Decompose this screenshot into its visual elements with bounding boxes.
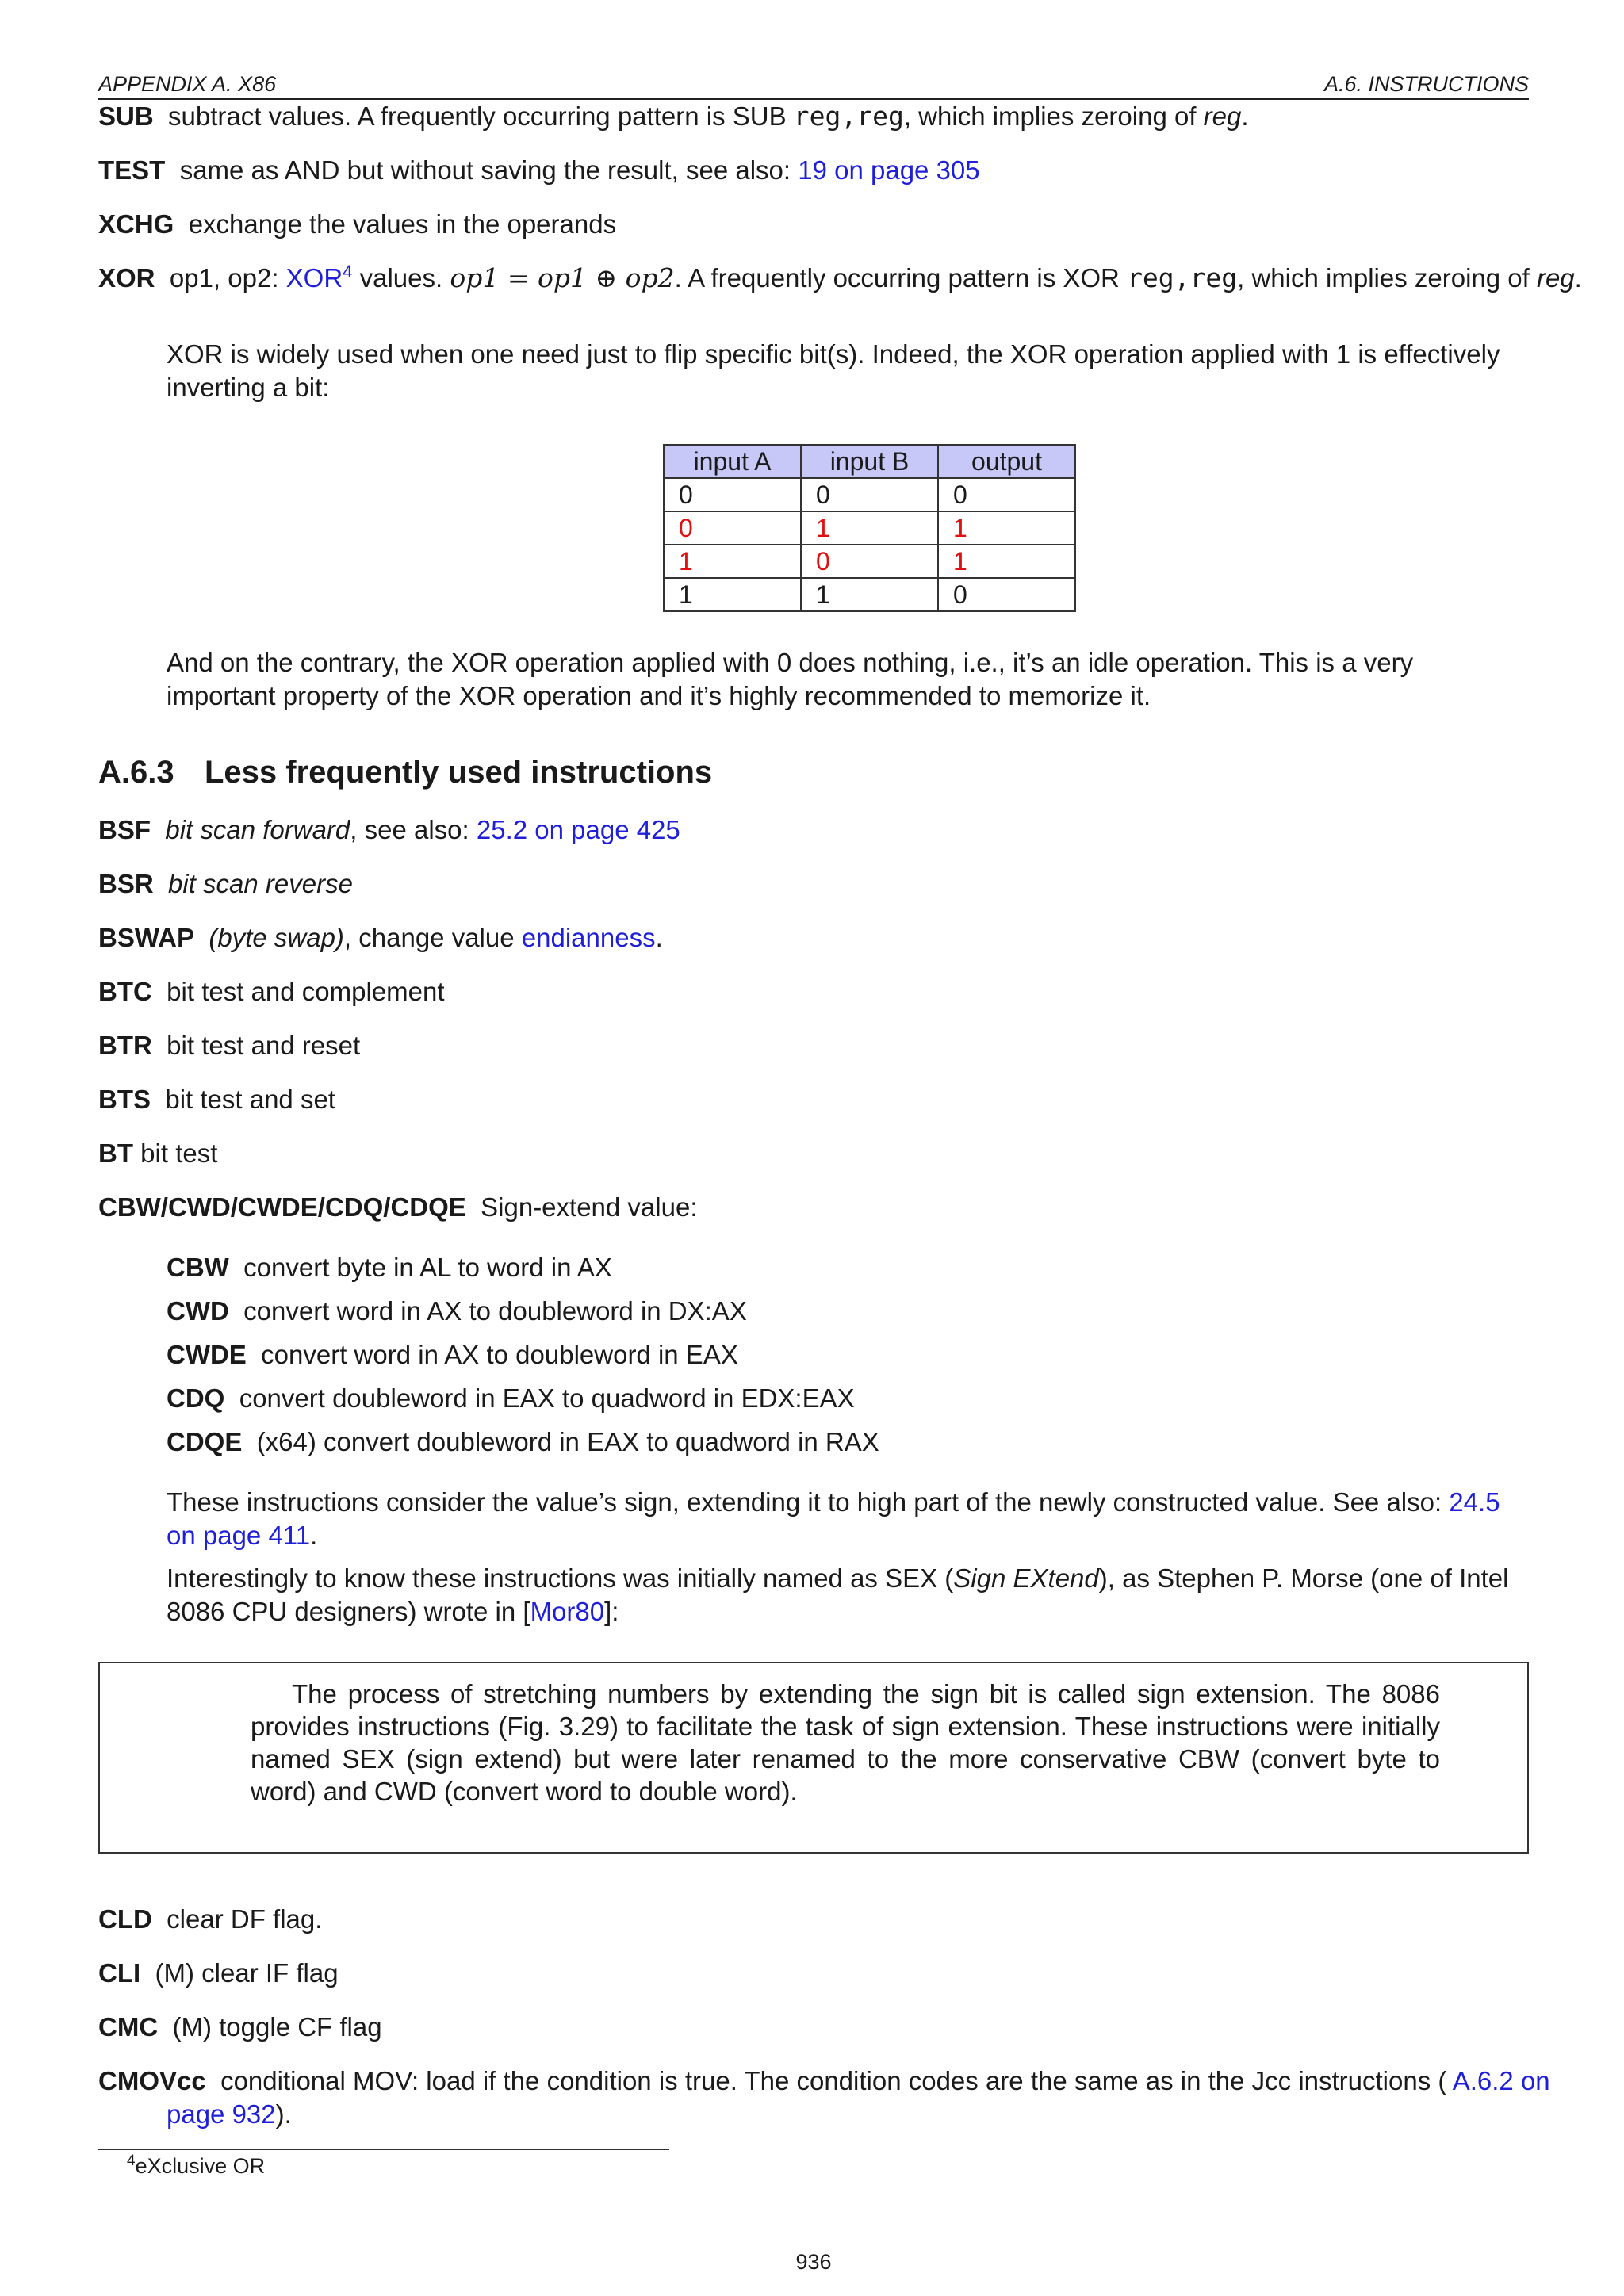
entry-cld: CLD clear DF flag. [98,1904,323,1934]
entry-xchg: XCHG exchange the values in the operands [98,209,617,239]
running-header [98,68,1529,100]
xor-truth-table [663,444,1076,612]
term-cld: CLD [98,1904,152,1934]
header-right: A.6. INSTRUCTIONS [1323,72,1529,96]
list-item: CBW convert byte in AL to word in AX [167,1253,612,1282]
link-a-6-2-page-932[interactable]: A.6.2 on page 932 [167,2066,1550,2129]
term-cbw-group: CBW/CWD/CWDE/CDQ/CDQE [98,1192,466,1222]
xor-idle-paragraph: And on the contrary, the XOR operation applied with 0 does nothing, i.e., it’s an idle operation. This is a very important property of the XOR operation and it’s highly recommended to memorize it. [167,648,1414,710]
table-row: 1 1 0 [664,578,1075,611]
xor-flip-paragraph: XOR is widely used when one need just to flip specific bit(s). Indeed, the XOR operation applied with 1 is effectively inverting a bit: [167,339,1500,402]
table-row: 1 0 1 [664,545,1075,578]
term-sub: SUB [98,101,154,131]
footnote-mark[interactable]: 4 [343,262,353,281]
term-cmovcc: CMOVcc [98,2066,206,2095]
header-left: APPENDIX A. X86 [98,72,277,96]
term-cli: CLI [98,1958,141,1988]
link-endianness[interactable]: endianness [521,923,656,952]
link-24-5-page-411[interactable]: 24.5 on page 411 [167,1487,1500,1550]
quote-box [98,1662,1529,1854]
link-25-2-page-425[interactable]: 25.2 on page 425 [476,815,680,844]
term-bsr: BSR [98,869,154,898]
entry-cmc: CMC (M) toggle CF flag [98,2012,382,2042]
term-bt: BT [98,1138,133,1168]
entry-sub: SUB subtract values. A frequently occurring pattern is SUB reg,reg, which implies zeroing of reg. [98,101,1249,132]
footnote: $^4$eXclusive OR [127,2152,266,2178]
sign-extension-paragraph: These instructions consider the value’s sign, extending it to high part of the newly constructed value. See also: 24.5 on page 411. [167,1487,1500,1550]
term-test: TEST [98,155,166,185]
sex-history-paragraph: Interestingly to know these instructions was initially named as SEX (Sign EXtend), as Stephen P. Morse (one of Intel 8086 CPU designers) wrote in [Mor80]: [167,1563,1509,1626]
entry-btc: BTC bit test and complement [98,977,445,1006]
link-19-page-305[interactable]: 19 on page 305 [798,155,980,185]
entry-test: TEST same as AND but without saving the result, see also: 19 on page 305 [98,155,980,185]
page-number: 936 [795,2250,832,2274]
term-btc: BTC [98,977,152,1006]
entry-bts: BTS bit test and set [98,1085,335,1114]
term-xor: XOR [98,263,155,293]
term-bts: BTS [98,1085,151,1114]
entry-cli: CLI (M) clear IF flag [98,1958,339,1988]
footnote-rule [98,2149,669,2150]
entry-btr: BTR bit test and reset [98,1031,361,1060]
entry-bsf: BSF bit scan forward, see also: 25.2 on page 425 [98,815,680,844]
section-heading: A.6.3 Less frequently used instructions [98,755,713,790]
term-cmc: CMC [98,2012,159,2042]
table-row: 0 1 1 [664,511,1075,545]
list-item: CWDE convert word in AX to doubleword in EAX [167,1340,738,1369]
link-xor[interactable]: XOR [285,263,343,293]
list-item: CDQE (x64) convert doubleword in EAX to quadword in RAX [167,1427,879,1456]
term-bswap: BSWAP [98,923,195,952]
term-btr: BTR [98,1031,152,1060]
term-xchg: XCHG [98,209,174,239]
entry-bsr: BSR bit scan reverse [98,869,353,898]
entry-xor: XOR op1, op2: XOR$^4$ values. op1 = op1 ⊕ op2. A frequently occurring pattern is XOR reg,reg, which implies zeroing of reg. [98,262,1582,293]
term-bsf: BSF [98,815,151,844]
table-row: 0 0 0 [664,478,1075,511]
quote-text: The process of stretching numbers by extending the sign bit is called sign extension. The 8086 provides instructions (Fig. 3.29) to facilitate the task of sign extension. These instructions were initially named SEX (sign extend) but were later renamed to the more conservative CBW (convert byte to word) and CWD (convert word to double word). [251,1679,1440,1806]
list-item: CWD convert word in AX to doubleword in DX:AX [167,1296,747,1326]
entry-bt: BT bit test [98,1138,218,1168]
link-mor80[interactable]: Mor80 [530,1597,605,1626]
entry-cbw-group: CBW/CWD/CWDE/CDQ/CDQE Sign-extend value: [98,1192,698,1222]
entry-cmovcc: CMOVcc conditional MOV: load if the condition is true. The condition codes are the same as in the Jcc instructions ( A.6.2 on page 932). [98,2066,1550,2129]
entry-bswap: BSWAP (byte swap), change value endianness. [98,923,663,952]
list-item: CDQ convert doubleword in EAX to quadword in EDX:EAX [167,1383,855,1413]
table-header-row: input A input B output [664,445,1075,478]
